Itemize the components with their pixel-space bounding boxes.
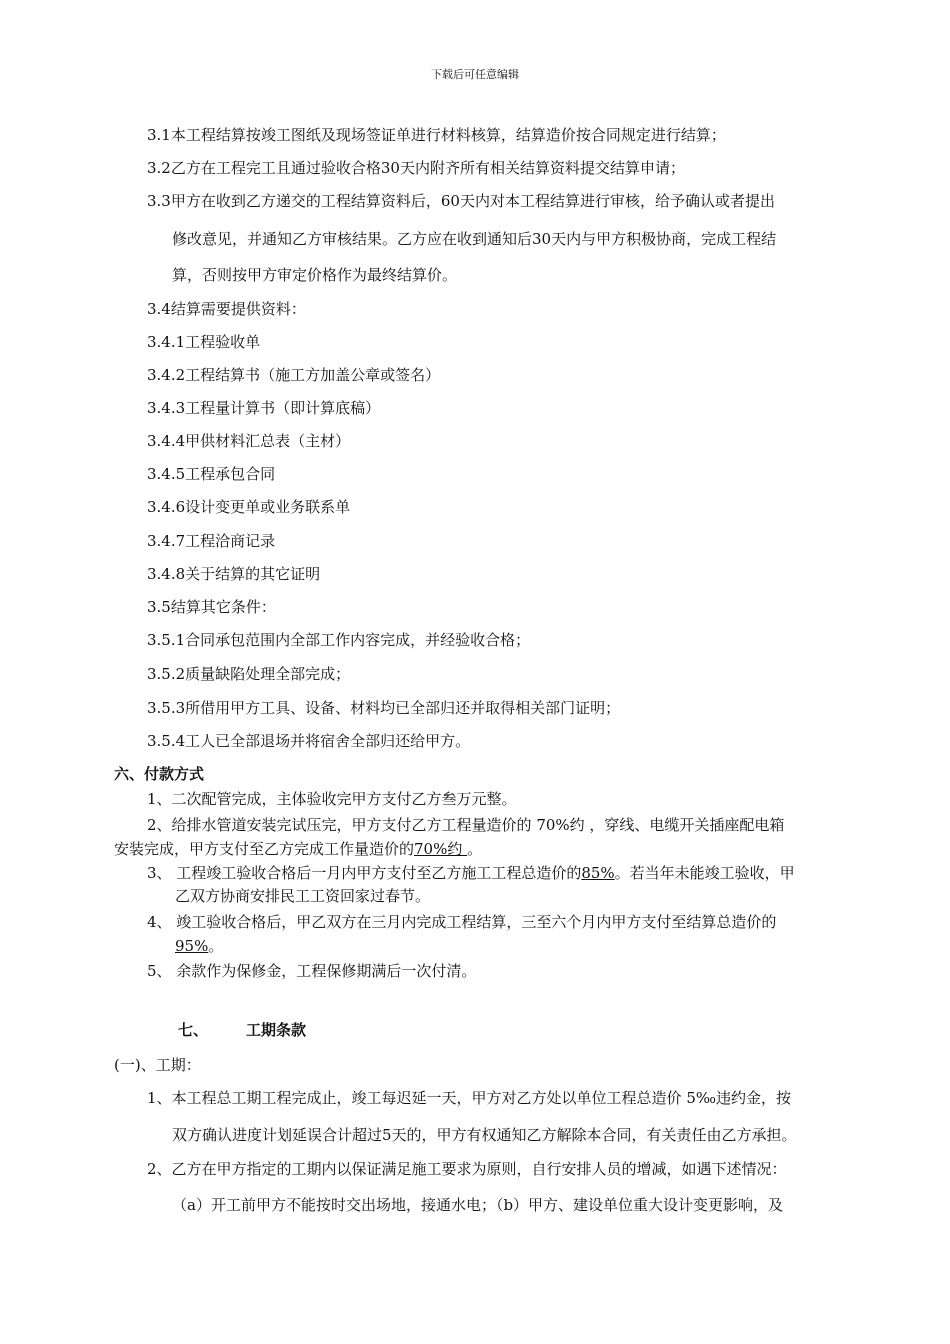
clause-3-4-7: 3.4.7工程洽商记录 [147, 532, 276, 550]
clause-3-4-6: 3.4.6设计变更单或业务联系单 [147, 498, 351, 516]
clause-3-4: 3.4结算需要提供资料： [147, 300, 306, 318]
clause-3-4-2: 3.4.2工程结算书（施工方加盖公章或签名） [147, 366, 441, 384]
clause-3-4-3: 3.4.3工程量计算书（即计算底稿） [147, 399, 381, 417]
payment-ratio-70: 70%约 [414, 840, 468, 858]
section-schedule-number: 七、 [178, 1021, 209, 1039]
schedule-item-1-line1: 1、本工程总工期工程完成止，竣工每迟延一天，甲方对乙方处以单位工程总造价 5‰违约金，按 [147, 1089, 791, 1107]
clause-3-4-8: 3.4.8关于结算的其它证明 [147, 565, 321, 583]
payment-item-4-line1: 4、 竣工验收合格后，甲乙双方在三月内完成工程结算，三至六个月内甲方支付至结算总造价的 [147, 913, 777, 931]
clause-3-1: 3.1本工程结算按竣工图纸及现场签证单进行材料核算，结算造价按合同规定进行结算； [147, 126, 726, 144]
clause-3-4-5: 3.4.5工程承包合同 [147, 465, 276, 483]
clause-3-5-1: 3.5.1合同承包范围内全部工作内容完成，并经验收合格； [147, 631, 531, 649]
clause-3-3-line1: 3.3甲方在收到乙方递交的工程结算资料后，60天内对本工程结算进行审核，给予确认或者提出 [147, 192, 775, 210]
payment-item-3-line2: 乙双方协商安排民工工资回家过春节。 [175, 887, 431, 905]
payment-item-5: 5、 余款作为保修金，工程保修期满后一次付清。 [147, 962, 477, 980]
payment-item-4-line2: 95%。 [175, 937, 224, 955]
payment-item-2-line2: 安装完成，甲方支付至乙方完成工作量造价的70%约 。 [114, 840, 483, 858]
payment-item-1: 1、二次配管完成，主体验收完甲方支付乙方叁万元整。 [147, 790, 517, 808]
clause-3-2: 3.2乙方在工程完工且通过验收合格30天内附齐所有相关结算资料提交结算申请； [147, 159, 685, 177]
schedule-subsection: (一)、工期： [114, 1056, 201, 1074]
payment-ratio-95: 95% [175, 937, 209, 955]
clause-3-5: 3.5结算其它条件： [147, 598, 276, 616]
section-payment-title: 六、付款方式 [114, 765, 205, 783]
section-schedule-title: 工期条款 [246, 1021, 307, 1039]
payment-ratio-85: 85% [581, 864, 615, 882]
clause-3-4-1: 3.4.1工程验收单 [147, 333, 261, 351]
schedule-item-2-line2: （a）开工前甲方不能按时交出场地，接通水电；（b）甲方、建设单位重大设计变更影响，及 [172, 1196, 784, 1214]
clause-3-3-line3: 算，否则按甲方审定价格作为最终结算价。 [172, 266, 458, 284]
schedule-item-2-line1: 2、乙方在甲方指定的工期内以保证满足施工要求为原则，自行安排人员的增减，如遇下述情况： [147, 1160, 787, 1178]
payment-item-2-line1: 2、给排水管道安装完试压完，甲方支付乙方工程量造价的 70%约 ，穿线、电缆开关插座配电箱 [147, 816, 785, 834]
payment-item-3-line1: 3、 工程竣工验收合格后一月内甲方支付至乙方施工工程总造价的85%。若当年未能竣工验收，甲 [147, 864, 795, 882]
schedule-item-1-line2: 双方确认进度计划延误合计超过5天的，甲方有权通知乙方解除本合同，有关责任由乙方承担。 [172, 1126, 797, 1144]
clause-3-5-3: 3.5.3所借用甲方工具、设备、材料均已全部归还并取得相关部门证明； [147, 699, 621, 717]
clause-3-4-4: 3.4.4甲供材料汇总表（主材） [147, 432, 351, 450]
clause-3-5-2: 3.5.2质量缺陷处理全部完成； [147, 665, 351, 683]
page-header: 下载后可任意编辑 [431, 68, 519, 81]
clause-3-5-4: 3.5.4工人已全部退场并将宿舍全部归还给甲方。 [147, 732, 471, 750]
clause-3-3-line2: 修改意见，并通知乙方审核结果。乙方应在收到通知后30天内与甲方积极协商，完成工程结 [172, 230, 777, 248]
